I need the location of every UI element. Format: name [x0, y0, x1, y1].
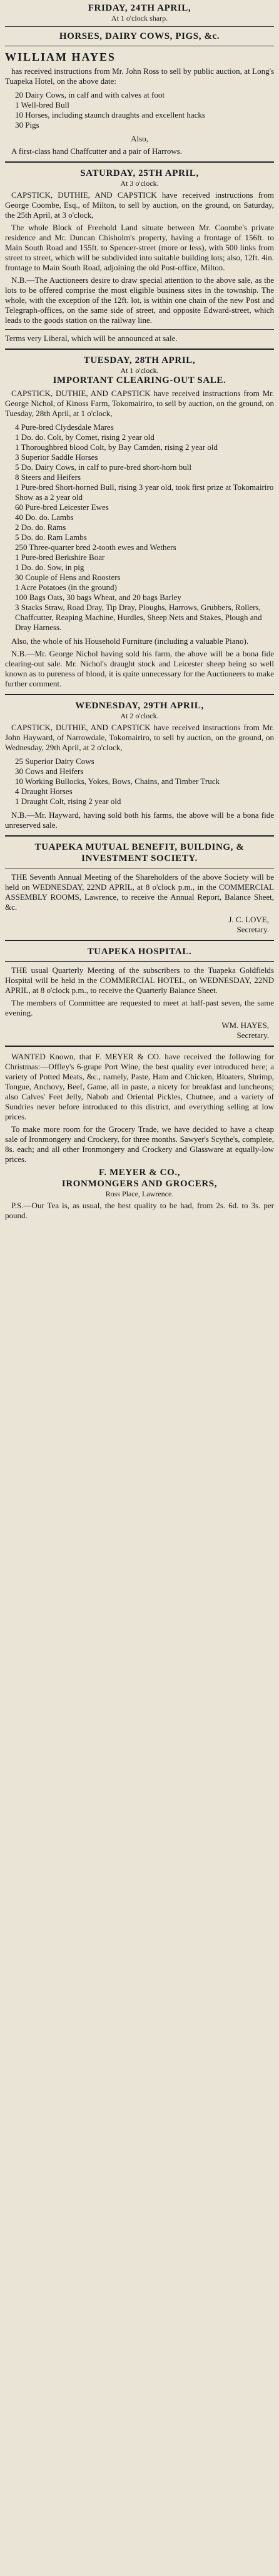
item-list: [5, 422, 274, 633]
list-item: 1 Well-bred Bull: [15, 100, 69, 109]
list-item: 20 Dairy Cows, in calf and with calves at foot: [15, 90, 165, 99]
signer-role: Secretary.: [236, 925, 269, 934]
nb-note: N.B.—The Auctioneers desire to draw special attention to the above sale, as the lots to be offered comprise the most eligible business sites in the township. The whole, with the exception of the 12ft. lot, is within one chain of the new Post and Telegraph-offices, on the same side of street, and opposite Edward-street, which leads to the goods station on the railway line.: [5, 275, 274, 325]
also-label: Also,: [131, 134, 148, 143]
list-item: 40 Do. do. Lambs: [15, 512, 74, 522]
list-item: 2 Do. do. Rams: [15, 522, 66, 532]
advert-body: CAPSTICK, DUTHIE, AND CAPSTICK have received instructions from George Coombe, Esq., of Milton, to sell by auction, on the ground, on Saturday, the 25th April, at 3 o'clock,: [5, 190, 274, 220]
list-item: 3 Stacks Straw, Road Dray, Tip Dray, Ploughs, Harrows, Grubbers, Rollers, Chaffcutter, Reaping Machine, Hurdles, Sheep Nets and Stakes, Plough and Dray Harness.: [15, 603, 262, 632]
advert-title: IMPORTANT CLEARING-OUT SALE.: [53, 375, 226, 385]
list-item: 10 Working Bullocks, Yokes, Bows, Chains, and Timber Truck: [15, 776, 220, 786]
advert-title: TUAPEKA HOSPITAL.: [87, 947, 192, 957]
list-item: 8 Steers and Heifers: [15, 472, 81, 482]
advert-body-2: The members of Committee are requested to meet at half-past seven, the same evening.: [5, 998, 274, 1017]
advert-extra: A first-class hand Chaffcutter and a pair of Harrows.: [11, 146, 183, 156]
list-item: 1 Do. do. Colt, by Comet, rising 2 year old: [15, 432, 155, 442]
advert-hayes: [5, 3, 274, 156]
list-item: 100 Bags Oats, 30 bags Wheat, and 20 bags Barley: [15, 593, 181, 602]
advert-body: THE usual Quarterly Meeting of the subscribers to the Tuapeka Goldfields Hospital will be held in the COMMERCIAL HOTEL, on WEDNESDAY, 22ND APRIL, at 8 o'clock p.m., to receive the Quarterly Balance Sheet.: [5, 965, 274, 995]
postscript: P.S.—Our Tea is, as usual, the best quality to be had, from 2s. 6d. to 3s. per pound.: [5, 1201, 274, 1220]
section-divider: [5, 161, 274, 163]
firm-name: F. MEYER & CO.,: [98, 1168, 181, 1178]
list-item: 30 Couple of Hens and Roosters: [15, 573, 121, 582]
advert-hospital: [5, 946, 274, 1041]
advert-body-2: To make more room for the Grocery Trade, we have decided to have a cheap sale of Ironmongery and Crockery, for three months. Sawyer's Scythe's, complete, 8s. each; and all other Ironmongery and Crockery and Glassware at equally-low prices.: [5, 1124, 274, 1164]
advert-coombe: [5, 168, 274, 344]
section-divider: [5, 349, 274, 350]
divider: [5, 26, 274, 27]
list-item: 60 Pure-bred Leicester Ewes: [15, 502, 109, 512]
advert-body: WANTED Known, that F. MEYER & CO. have received the following for Christmas:—Offley's 6-grape Port Wine, the best quality ever introduced here; a variety of Potted Meats, &c., namely, Paste, Ham and Chicken, Bloaters, Shrimp, Tongue, Anchovy, Beef, Game, all in paste, a nicety for breakfast and luncheons; also Calves' Feet Jelly, Nabob and Oriental Pickles, Chutnee, and a variety of Sundries never before introduced to this district, and everything selling at low prices.: [5, 1052, 274, 1121]
also-note: Also, the whole of his Household Furniture (including a valuable Piano).: [11, 636, 249, 646]
signer-name: J. C. LOVE,: [228, 915, 269, 924]
sale-date: SATURDAY, 25TH APRIL,: [80, 168, 199, 178]
list-item: 3 Superior Saddle Horses: [15, 452, 98, 462]
nb-note: N.B.—Mr. George Nichol having sold his farm, the above will be a bona fide clearing-out sale. Mr. Nichol's draught stock and Leicester sheep being so well known as to pureness of blood, it is quite unnecessary for the Auctioneers to make further comment.: [5, 649, 274, 688]
advert-nichol: [5, 355, 274, 689]
list-item: 10 Horses, including staunch draughts and excellent hacks: [15, 110, 205, 120]
advert-body: CAPSTICK, DUTHIE, AND CAPSTICK have received instructions from Mr. George Nichol, of Kinoss Farm, Tokomairiro, to sell by auction, on the ground, on Tuesday, 28th April, at 1 o'clock,: [5, 389, 274, 418]
advert-meyer: [5, 1052, 274, 1221]
firm-trade: IRONMONGERS AND GROCERS,: [61, 1179, 218, 1189]
nb-note: N.B.—Mr. Hayward, having sold both his farms, the above will be a bona fide unreserved sale.: [5, 810, 274, 830]
item-list: [5, 90, 274, 130]
sale-time: At 3 o'clock.: [120, 179, 159, 188]
section-divider: [5, 694, 274, 695]
advert-body: THE Seventh Annual Meeting of the Shareholders of the above Society will be held on WEDNESDAY, 22ND APRIL, at 8 o'clock p.m., in the COMMERCIAL ASSEMBLY ROOMS, Lawrence, to receive the Annual Report, Balance Sheet, &c.: [5, 872, 274, 912]
list-item: 4 Draught Horses: [15, 787, 73, 796]
list-item: 1 Acre Potatoes (in the ground): [15, 583, 117, 592]
sale-time: At 2 o'clock.: [120, 711, 159, 720]
signer-role: Secretary.: [236, 1031, 269, 1040]
list-item: 250 Three-quarter bred 2-tooth ewes and Wethers: [15, 542, 176, 552]
firm-address: Ross Place, Lawrence.: [105, 1189, 174, 1198]
divider: [5, 961, 274, 962]
signer-name: WM. HAYES,: [221, 1021, 269, 1030]
sale-time: At 1 o'clock.: [120, 366, 159, 375]
sale-date: WEDNESDAY, 29TH APRIL,: [75, 701, 204, 711]
list-item: 5 Do. Dairy Cows, in calf to pure-bred short-horn bull: [15, 462, 191, 472]
list-item: 30 Cows and Heifers: [15, 766, 84, 776]
property-description: The whole Block of Freehold Land situate between Mr. Coombe's private residence and Mr. Duncan Chisholm's property, having a frontage of 156ft. to Main South Road and 155ft. to Spencer-street (more or less), with 500 links from street to street, which will be subdivided into suitable building lots; also, 12ft. 4in. frontage to Main South Road, adjoining the old Post-office, Milton.: [5, 223, 274, 272]
advert-hayward: [5, 700, 274, 830]
list-item: 30 Pigs: [15, 120, 39, 130]
section-divider: [5, 1046, 274, 1047]
list-item: 5 Do. do. Ram Lambs: [15, 532, 87, 542]
section-divider: [5, 835, 274, 837]
section-divider: [5, 940, 274, 941]
advert-title: TUAPEKA MUTUAL BENEFIT, BUILDING, & INVESTMENT SOCIETY.: [34, 842, 245, 863]
list-item: 1 Pure-bred Short-horned Bull, rising 3 year old, took first prize at Tokomairiro Show as a 2 year old: [15, 482, 274, 502]
terms-note: Terms very Liberal, which will be announced at sale.: [5, 333, 178, 343]
sale-date: FRIDAY, 24TH APRIL,: [88, 3, 191, 13]
advert-building-society: [5, 842, 274, 935]
list-item: 25 Superior Dairy Cows: [15, 756, 94, 766]
auctioneer-name: WILLIAM HAYES: [5, 51, 116, 63]
divider: [5, 329, 274, 330]
sale-time: At 1 o'clock sharp.: [111, 14, 168, 23]
list-item: 4 Pure-bred Clydesdale Mares: [15, 422, 114, 432]
advert-intro: has received instructions from Mr. John Ross to sell by public auction, at Long's Tuapeka Hotel, on the above date:: [5, 66, 274, 86]
item-list: [5, 756, 274, 807]
advert-body: CAPSTICK, DUTHIE, AND CAPSTICK have received instructions from Mr. John Hayward, of Narrowdale, Tokomairiro, to sell by auction, on the ground, on Wednesday, 29th April, at 2 o'clock,: [5, 723, 274, 752]
list-item: 1 Do. do. Sow, in pig: [15, 563, 84, 572]
list-item: 1 Pure-bred Berkshire Boar: [15, 552, 105, 562]
list-item: 1 Draught Colt, rising 2 year old: [15, 797, 121, 806]
sale-date: TUESDAY, 28TH APRIL,: [83, 355, 196, 365]
list-item: 1 Thoroughbred blood Colt, by Bay Camden, rising 2 year old: [15, 442, 218, 452]
advert-title: HORSES, DAIRY COWS, PIGS, &c.: [59, 31, 220, 41]
